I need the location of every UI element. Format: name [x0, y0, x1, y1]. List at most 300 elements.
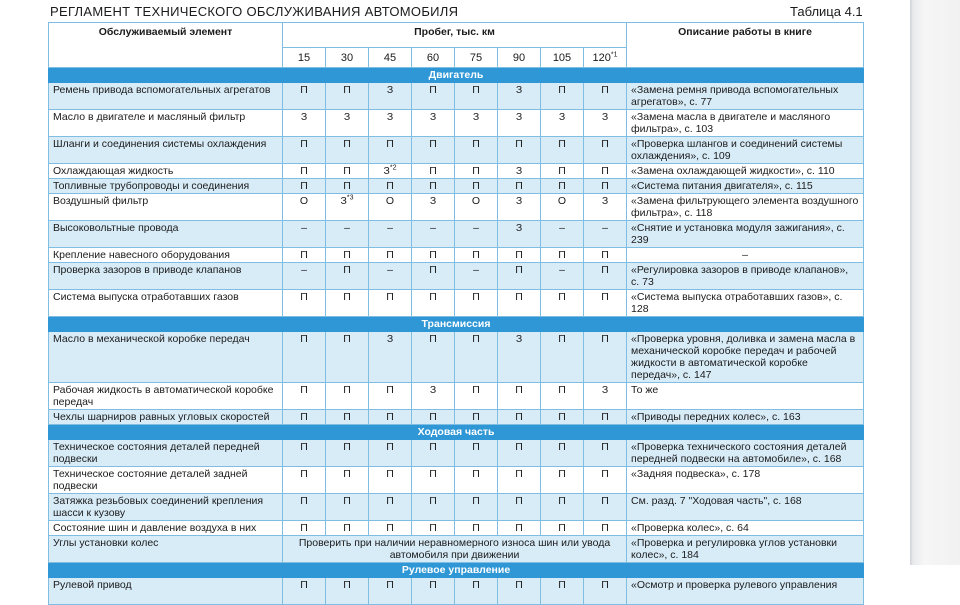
description-cell: «Проверка и регулировка углов установки колес», с. 184 — [627, 536, 864, 563]
table-number: Таблица 4.1 — [790, 4, 863, 19]
mark-cell — [326, 410, 369, 425]
table-row — [49, 290, 864, 317]
mark-cell — [283, 137, 326, 164]
km-value: 15 — [297, 51, 311, 64]
mark-cell — [412, 164, 455, 179]
description-cell: «Система выпуска отработавших газов», с. 128 — [627, 290, 864, 317]
mark-value: П — [601, 264, 609, 276]
description-cell: «Система питания двигателя», с. 115 — [627, 179, 864, 194]
mark-cell — [541, 164, 584, 179]
mark-cell — [455, 248, 498, 263]
mark-value: П — [515, 468, 523, 480]
mark-cell — [584, 494, 627, 521]
description-cell: «Приводы передних колес», с. 163 — [627, 410, 864, 425]
mark-cell — [455, 467, 498, 494]
mark-cell — [412, 494, 455, 521]
element-cell: Техническое состояния деталей передней подвески — [49, 440, 283, 467]
mark-cell — [498, 578, 541, 605]
table-row — [49, 536, 864, 563]
mark-cell — [455, 332, 498, 383]
mark-cell — [541, 83, 584, 110]
mark-value: П — [515, 180, 523, 192]
mark-cell — [541, 137, 584, 164]
mark-value: О — [299, 195, 309, 207]
mark-cell — [541, 467, 584, 494]
table-row — [49, 110, 864, 137]
mark-cell — [541, 263, 584, 290]
mark-cell — [412, 467, 455, 494]
mark-value: П — [429, 291, 437, 303]
mark-cell — [369, 194, 412, 221]
mark-value: П — [429, 165, 437, 177]
mark-value: П — [300, 249, 308, 261]
mark-cell — [412, 263, 455, 290]
mark-cell — [498, 194, 541, 221]
table-row — [49, 467, 864, 494]
table-row — [49, 332, 864, 383]
mark-cell — [412, 383, 455, 410]
mark-value: П — [300, 138, 308, 150]
mark-value: О — [557, 195, 567, 207]
mark-cell — [455, 410, 498, 425]
mark-value: П — [472, 165, 480, 177]
mark-cell — [369, 164, 412, 179]
mark-value: П — [601, 441, 609, 453]
mark-cell — [584, 164, 627, 179]
mark-cell — [412, 137, 455, 164]
mark-cell — [541, 440, 584, 467]
mark-cell — [283, 221, 326, 248]
mark-value: П — [558, 411, 566, 423]
element-cell: Техническое состояние деталей задней подвески — [49, 467, 283, 494]
mark-cell — [498, 179, 541, 194]
mark-cell — [541, 332, 584, 383]
element-cell: Крепление навесного оборудования — [49, 248, 283, 263]
mark-cell — [326, 179, 369, 194]
mark-cell — [498, 137, 541, 164]
mark-value: З — [601, 195, 609, 207]
mark-cell — [584, 332, 627, 383]
mark-cell — [412, 521, 455, 536]
header-description: Описание работы в книге — [627, 23, 864, 68]
mark-value: З — [386, 111, 394, 123]
mark-cell — [455, 290, 498, 317]
mark-value: П — [343, 441, 351, 453]
mark-value: З — [386, 84, 394, 96]
mark-value: П — [558, 165, 566, 177]
element-cell: Углы установки колес — [49, 536, 283, 563]
section-header — [49, 425, 864, 440]
mark-cell — [369, 494, 412, 521]
mark-cell — [369, 83, 412, 110]
km-value: 105 — [552, 51, 572, 64]
mark-cell — [412, 194, 455, 221]
mark-cell — [283, 332, 326, 383]
table-row — [49, 194, 864, 221]
table-row — [49, 410, 864, 425]
mark-cell — [326, 110, 369, 137]
table-row — [49, 578, 864, 605]
mark-value: П — [601, 522, 609, 534]
mark-cell — [326, 137, 369, 164]
mark-cell — [283, 467, 326, 494]
table-row — [49, 164, 864, 179]
mark-value: З — [515, 111, 523, 123]
mark-value: П — [429, 333, 437, 345]
section-title: Трансмиссия — [49, 317, 864, 332]
mark-cell — [326, 164, 369, 179]
mark-cell — [369, 410, 412, 425]
mark-cell — [541, 110, 584, 137]
description-cell: «Замена охлаждающей жидкости», с. 110 — [627, 164, 864, 179]
mark-cell — [326, 248, 369, 263]
description-cell: «Замена ремня привода вспомогательных агрегатов», с. 77 — [627, 83, 864, 110]
page-title: РЕГЛАМЕНТ ТЕХНИЧЕСКОГО ОБСЛУЖИВАНИЯ АВТОМОБИЛЯ — [50, 4, 459, 19]
mark-cell — [541, 290, 584, 317]
description-cell: «Замена фильтрующего элемента воздушного фильтра», с. 118 — [627, 194, 864, 221]
mark-cell — [326, 332, 369, 383]
mark-value: З — [558, 111, 566, 123]
mark-cell — [283, 494, 326, 521]
mark-cell — [326, 290, 369, 317]
mark-cell — [369, 110, 412, 137]
header-element: Обслуживаемый элемент — [49, 23, 283, 68]
description-cell: «Задняя подвеска», с. 178 — [627, 467, 864, 494]
mark-cell — [498, 164, 541, 179]
mark-value: З — [429, 384, 437, 396]
mark-cell — [498, 221, 541, 248]
mark-value: П — [386, 495, 394, 507]
mark-value: П — [558, 495, 566, 507]
description-cell: «Проверка технического состояния деталей передней подвески на автомобиле», с. 168 — [627, 440, 864, 467]
table-row — [49, 440, 864, 467]
mark-value: З — [429, 111, 437, 123]
mark-cell — [369, 290, 412, 317]
mark-cell — [584, 83, 627, 110]
mark-cell — [498, 332, 541, 383]
mark-cell — [326, 221, 369, 248]
mark-value: П — [343, 291, 351, 303]
mark-value: П — [601, 495, 609, 507]
mark-value: П — [429, 264, 437, 276]
header-km-15 — [283, 48, 326, 68]
km-value: 45 — [383, 51, 397, 64]
mark-cell — [369, 263, 412, 290]
mark-value: П — [300, 291, 308, 303]
mark-cell — [412, 290, 455, 317]
mark-value: П — [558, 441, 566, 453]
km-value: 90 — [512, 51, 526, 64]
element-cell: Воздушный фильтр — [49, 194, 283, 221]
mark-cell — [498, 440, 541, 467]
mark-value: П — [429, 411, 437, 423]
mark-cell — [412, 332, 455, 383]
mark-value: З — [515, 165, 523, 177]
mark-cell — [369, 221, 412, 248]
mark-value: – — [344, 222, 350, 234]
mark-value: П — [472, 468, 480, 480]
mark-cell — [455, 521, 498, 536]
mark-cell — [455, 440, 498, 467]
mark-cell — [455, 494, 498, 521]
mark-cell — [369, 179, 412, 194]
mark-value: П — [601, 579, 609, 591]
mark-value: П — [300, 468, 308, 480]
mark-cell — [283, 110, 326, 137]
mark-value: П — [472, 522, 480, 534]
header-km-30 — [326, 48, 369, 68]
mark-cell — [412, 248, 455, 263]
mark-value: П — [343, 138, 351, 150]
mark-cell — [369, 332, 412, 383]
element-cell: Масло в двигателе и масляный фильтр — [49, 110, 283, 137]
mark-value: П — [429, 495, 437, 507]
mark-cell — [455, 578, 498, 605]
table-row — [49, 137, 864, 164]
mark-value: П — [601, 165, 609, 177]
mark-cell — [283, 521, 326, 536]
mark-value: П — [515, 411, 523, 423]
mark-cell — [283, 263, 326, 290]
mark-cell — [541, 221, 584, 248]
mark-value: П — [601, 84, 609, 96]
mark-value: П — [558, 138, 566, 150]
mark-cell — [584, 221, 627, 248]
section-title: Ходовая часть — [49, 425, 864, 440]
mark-value: П — [300, 180, 308, 192]
mark-value: З — [515, 84, 523, 96]
mark-value: З — [340, 195, 347, 207]
mark-value: П — [472, 384, 480, 396]
element-cell: Высоковольтные провода — [49, 221, 283, 248]
element-cell: Система выпуска отработавших газов — [49, 290, 283, 317]
mark-cell — [584, 521, 627, 536]
mark-value: З — [383, 165, 390, 177]
mark-cell — [455, 110, 498, 137]
mark-value: П — [386, 579, 394, 591]
element-cell: Рулевой привод — [49, 578, 283, 605]
description-cell: «Проверка колес», с. 64 — [627, 521, 864, 536]
mark-value: О — [385, 195, 395, 207]
section-title: Двигатель — [49, 68, 864, 83]
mark-value: З — [386, 333, 394, 345]
mark-cell — [412, 440, 455, 467]
mark-cell — [455, 179, 498, 194]
mark-value: – — [387, 222, 393, 234]
mark-cell — [326, 440, 369, 467]
mark-value: О — [471, 195, 481, 207]
mark-value: П — [386, 291, 394, 303]
mark-value: П — [343, 384, 351, 396]
mark-cell — [412, 578, 455, 605]
mark-cell — [584, 248, 627, 263]
element-cell: Затяжка резьбовых соединений крепления шасси к кузову — [49, 494, 283, 521]
element-cell: Ремень привода вспомогательных агрегатов — [49, 83, 283, 110]
mark-value: П — [472, 495, 480, 507]
page-edge-shadow — [910, 0, 960, 565]
mark-cell — [541, 383, 584, 410]
mark-cell — [541, 410, 584, 425]
mark-value: З — [515, 222, 523, 234]
mark-value: П — [343, 411, 351, 423]
mark-value: П — [515, 579, 523, 591]
mark-cell — [584, 578, 627, 605]
description-cell: То же — [627, 383, 864, 410]
mark-cell — [541, 578, 584, 605]
mark-value: П — [429, 522, 437, 534]
mark-value: – — [473, 222, 479, 234]
mark-cell — [369, 248, 412, 263]
mark-cell — [326, 83, 369, 110]
mark-value: П — [515, 522, 523, 534]
mark-value: П — [429, 84, 437, 96]
table-row — [49, 221, 864, 248]
mark-value: П — [343, 249, 351, 261]
mark-value: П — [515, 264, 523, 276]
section-title: Рулевое управление — [49, 563, 864, 578]
mark-value: П — [558, 522, 566, 534]
mark-value: П — [515, 291, 523, 303]
mark-cell — [584, 110, 627, 137]
mark-value: – — [602, 222, 608, 234]
mark-cell — [369, 383, 412, 410]
mark-value: П — [558, 468, 566, 480]
table-row — [49, 521, 864, 536]
mark-cell — [283, 194, 326, 221]
mark-value: П — [429, 441, 437, 453]
mark-value: П — [386, 468, 394, 480]
mark-value: П — [558, 84, 566, 96]
header-km-90 — [498, 48, 541, 68]
mark-value: П — [300, 384, 308, 396]
mark-cell — [584, 440, 627, 467]
header-km-120 — [584, 48, 627, 68]
mark-value: П — [429, 180, 437, 192]
mark-value: П — [300, 333, 308, 345]
mark-cell — [584, 179, 627, 194]
element-cell: Чехлы шарниров равных угловых скоростей — [49, 410, 283, 425]
mark-cell — [584, 194, 627, 221]
header-km-60 — [412, 48, 455, 68]
description-cell: «Проверка уровня, доливка и замена масла в механической коробке передач и рабочей жидкости в автоматической коробке передач», с. 147 — [627, 332, 864, 383]
mark-value: З — [601, 111, 609, 123]
mark-value: П — [601, 180, 609, 192]
table-row — [49, 383, 864, 410]
km-value: 60 — [426, 51, 440, 64]
element-cell: Масло в механической коробке передач — [49, 332, 283, 383]
mark-value: – — [387, 264, 393, 276]
mark-value: П — [429, 579, 437, 591]
mark-cell — [584, 383, 627, 410]
footnote-mark: *3 — [346, 194, 354, 202]
mark-value: П — [558, 291, 566, 303]
mark-cell — [326, 263, 369, 290]
mark-value: – — [301, 222, 307, 234]
mark-value: П — [472, 180, 480, 192]
mark-value: П — [300, 522, 308, 534]
mark-cell — [498, 263, 541, 290]
section-header — [49, 563, 864, 578]
mark-cell — [498, 467, 541, 494]
mark-cell — [369, 467, 412, 494]
mark-cell — [326, 521, 369, 536]
mark-cell — [455, 83, 498, 110]
mark-value: П — [300, 495, 308, 507]
mark-cell — [326, 194, 369, 221]
table-row — [49, 248, 864, 263]
mark-cell — [369, 137, 412, 164]
mark-cell — [326, 467, 369, 494]
mark-cell — [498, 410, 541, 425]
mark-value: З — [429, 195, 437, 207]
description-cell: См. разд. 7 "Ходовая часть", с. 168 — [627, 494, 864, 521]
mark-value: П — [472, 138, 480, 150]
mark-value: П — [343, 165, 351, 177]
element-cell: Охлаждающая жидкость — [49, 164, 283, 179]
mark-cell — [498, 383, 541, 410]
mark-value: З — [300, 111, 308, 123]
element-cell: Рабочая жидкость в автоматической коробке передач — [49, 383, 283, 410]
mark-value: П — [386, 138, 394, 150]
mark-value: П — [601, 138, 609, 150]
footnote-mark: *2 — [389, 164, 397, 172]
mark-value: – — [301, 264, 307, 276]
mark-value: – — [430, 222, 436, 234]
mark-cell — [541, 521, 584, 536]
mark-cell — [584, 137, 627, 164]
km-value: 30 — [340, 51, 354, 64]
mark-cell — [369, 440, 412, 467]
element-cell: Топливные трубопроводы и соединения — [49, 179, 283, 194]
mark-cell — [584, 467, 627, 494]
mark-value: П — [386, 249, 394, 261]
mark-cell — [455, 383, 498, 410]
mark-cell — [455, 221, 498, 248]
mark-cell — [283, 578, 326, 605]
mark-cell — [455, 194, 498, 221]
mark-cell — [283, 248, 326, 263]
mark-value: П — [558, 384, 566, 396]
mark-cell — [283, 290, 326, 317]
mark-cell — [541, 194, 584, 221]
km-value: 120 — [592, 51, 611, 64]
mark-value: П — [300, 165, 308, 177]
mark-value: П — [515, 138, 523, 150]
section-header — [49, 68, 864, 83]
mark-value: П — [601, 333, 609, 345]
mark-cell — [498, 290, 541, 317]
mark-value: П — [601, 291, 609, 303]
description-cell: «Осмотр и проверка рулевого управления — [627, 578, 864, 605]
mark-value: П — [429, 138, 437, 150]
table-row — [49, 179, 864, 194]
mark-value: П — [515, 384, 523, 396]
mark-value: З — [601, 384, 609, 396]
mark-cell — [283, 383, 326, 410]
mileage-note: Проверить при наличии неравномерного износа шин или увода автомобиля при движении — [283, 536, 627, 563]
mark-value: П — [472, 84, 480, 96]
mark-value: П — [386, 441, 394, 453]
mark-value: П — [558, 579, 566, 591]
mark-value: П — [472, 411, 480, 423]
mark-value: П — [515, 441, 523, 453]
description-cell: «Снятие и установка модуля зажигания», с. 239 — [627, 221, 864, 248]
section-header — [49, 317, 864, 332]
mark-cell — [584, 290, 627, 317]
mark-value: П — [601, 468, 609, 480]
mark-cell — [584, 263, 627, 290]
mark-value: П — [472, 441, 480, 453]
